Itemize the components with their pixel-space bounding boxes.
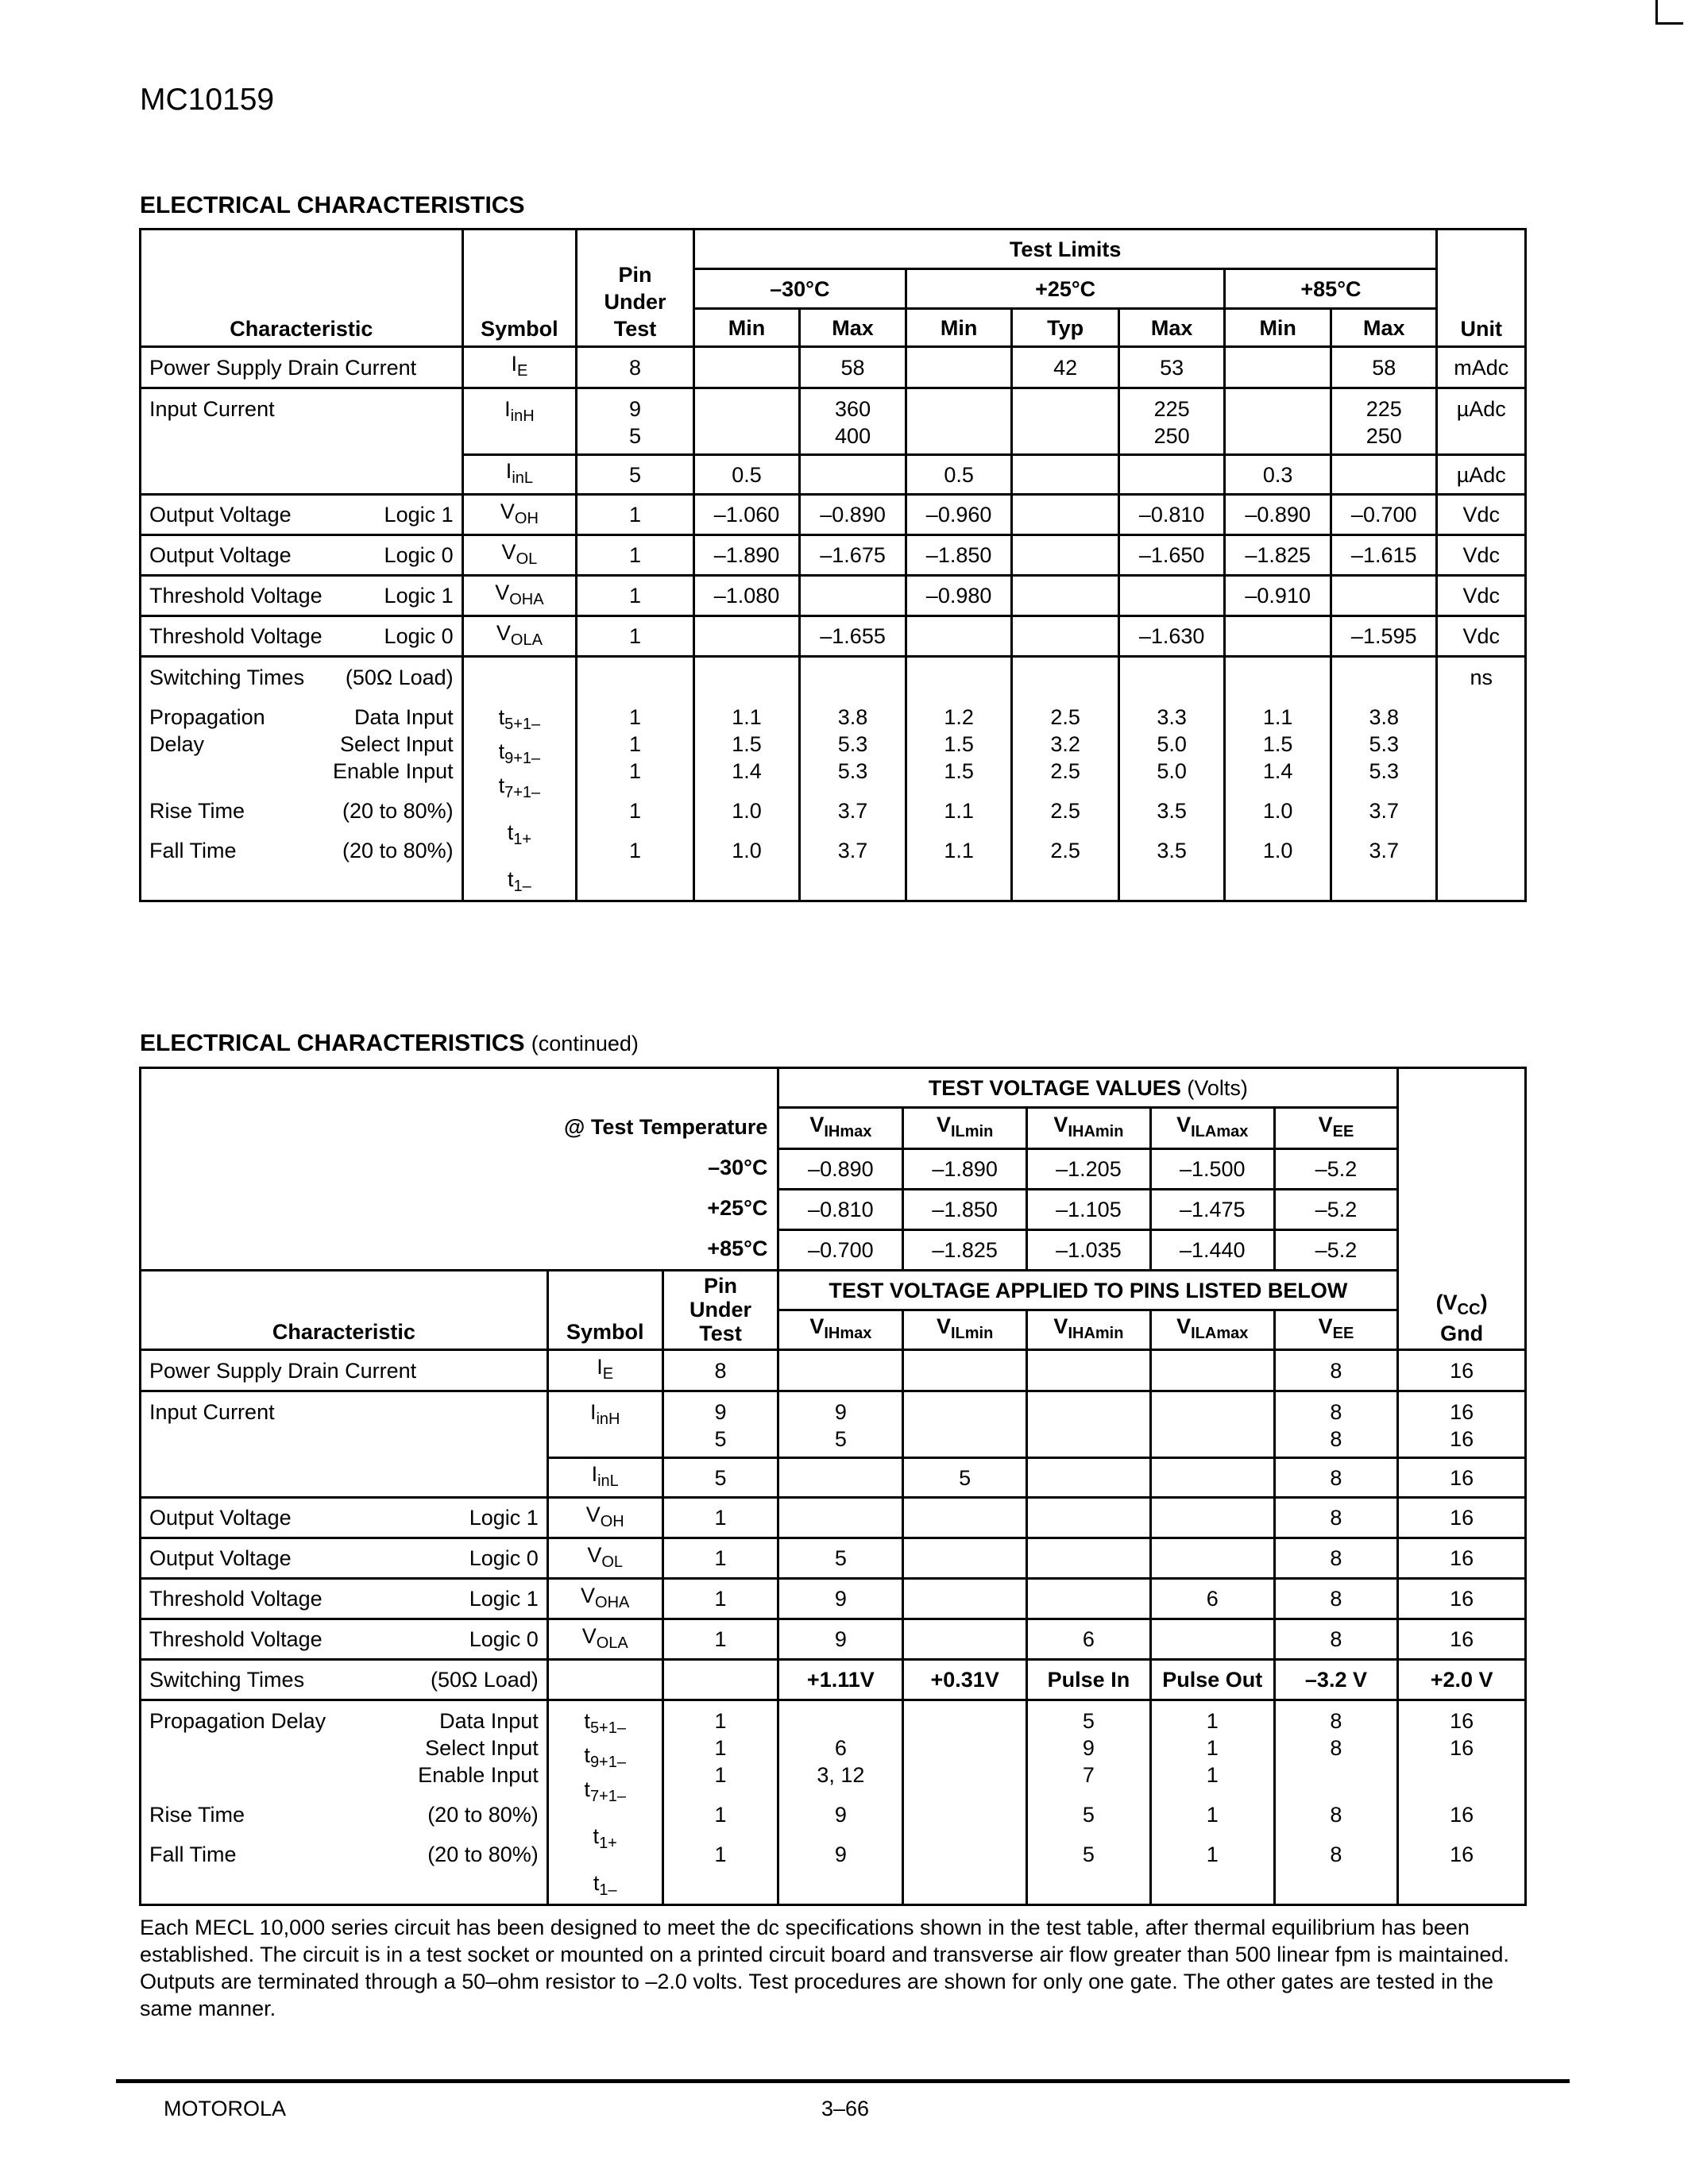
unit-value: Vdc [1437, 535, 1526, 576]
col-symbol: Symbol [462, 230, 577, 347]
unit-value: µAdc [1437, 388, 1526, 455]
char-label: Output Voltage Logic 1 [141, 1498, 548, 1538]
table-row [141, 1391, 1526, 1458]
pin-value: 1 [662, 1498, 778, 1538]
unit-value: Vdc [1437, 576, 1526, 616]
table-row [141, 1538, 1526, 1579]
pin-value: 8 [662, 1350, 778, 1391]
voltage-value: –1.500 [1150, 1149, 1274, 1190]
limit-value: 1.2 1.5 1.5 1.1 1.1 [906, 657, 1012, 901]
test-voltage-values-header: TEST VOLTAGE VALUES (Volts) [778, 1068, 1398, 1108]
limit-value: –0.910 [1225, 576, 1331, 616]
test-conditions-table [139, 1067, 1527, 1906]
col-vee: $V_{EE}$ [1274, 1310, 1398, 1350]
page-number: 3–66 [821, 2097, 870, 2120]
pin-value: 16 [1398, 1498, 1526, 1538]
test-note: Each MECL 10,000 series circuit has been designed to meet the dc specifications shown in the test table, after thermal equilibrium has been established. The circuit is in a test socket or mounted on a printed circuit board and transverse air flow greater than 500 linear fpm is maintained. Outputs are terminated through a 50–ohm resistor to –2.0 volts. Test procedures are shown for only one gate. The other gates are tested in the same manner. [140, 1916, 1509, 2020]
voltage-value: –5.2 [1274, 1149, 1398, 1190]
voltage-value: –1.105 [1027, 1190, 1151, 1230]
pin-value: 1 1 1 1 1 [577, 657, 694, 901]
col-characteristic: Characteristic [141, 230, 463, 347]
pin-value: 16 [1398, 1538, 1526, 1579]
pin-value: 1 [577, 495, 694, 535]
char-label: Threshold Voltage Logic 0 [141, 616, 463, 657]
limit-value: 1.1 1.5 1.4 1.0 1.0 [693, 657, 800, 901]
table1-title: ELECTRICAL CHARACTERISTICS [140, 192, 525, 218]
col-typ: Typ [1012, 309, 1119, 347]
pin-value: 5 [577, 455, 694, 495]
col-vilmin: $V_{ILmin}$ [903, 1108, 1027, 1149]
col-max: Max [1118, 309, 1225, 347]
pin-value: 8 [1274, 1619, 1398, 1660]
pin-value: 9 5 [662, 1391, 778, 1458]
limit-value: 225 250 [1118, 388, 1225, 455]
char-label: Power Supply Drain Current [141, 347, 463, 388]
pin-value: 9 5 [778, 1391, 903, 1458]
limit-value: 3.3 5.0 5.0 3.5 3.5 [1118, 657, 1225, 901]
table-row [141, 347, 1526, 388]
voltage-value: –5.2 [1274, 1190, 1398, 1230]
col-vihamin: $V_{IHAmin}$ [1027, 1310, 1151, 1350]
at-test-temperature-label: @ Test Temperature [564, 1114, 768, 1139]
pin-value: 8 [1274, 1458, 1398, 1498]
symbol: $I_E$ [462, 347, 577, 388]
limit-value: –1.615 [1331, 535, 1437, 576]
unit-value: Vdc [1437, 495, 1526, 535]
char-label: Threshold Voltage Logic 1 [141, 1579, 548, 1619]
pin-value: 8 [1274, 1538, 1398, 1579]
pin-value: 8 [1274, 1579, 1398, 1619]
limit-value: –1.825 [1225, 535, 1331, 576]
pin-value: 16 [1398, 1350, 1526, 1391]
pin-value: 5 [778, 1538, 903, 1579]
unit-value: µAdc [1437, 455, 1526, 495]
pin-value: 6 [1150, 1579, 1274, 1619]
char-label: Output Voltage Logic 0 [141, 1538, 548, 1579]
limit-value: –1.650 [1118, 535, 1225, 576]
limit-value: –1.060 [693, 495, 800, 535]
limit-value: 0.5 [693, 455, 800, 495]
table-row [141, 1700, 1526, 1905]
voltage-value: –1.035 [1027, 1230, 1151, 1271]
limit-value: –1.630 [1118, 616, 1225, 657]
temp-minus30: –30°C [693, 269, 906, 309]
part-number: MC10159 [140, 83, 275, 117]
switching-condition: +1.11V [778, 1660, 903, 1700]
symbol: $I_E$ [547, 1350, 662, 1391]
limit-value: 1.1 1.5 1.4 1.0 1.0 [1225, 657, 1331, 901]
pin-value: 5 9 7 5 5 [1027, 1700, 1151, 1905]
symbol: $V_{OL}$ [462, 535, 577, 576]
col-characteristic: Characteristic [141, 1271, 548, 1350]
limit-value: 53 [1118, 347, 1225, 388]
limit-value: –1.595 [1331, 616, 1437, 657]
symbol: $t_{5+1-}$ $t_{9+1-}$ $t_{7+1-}$ $t_{1+}$ $t_{1-}$ [462, 657, 577, 901]
limit-value: –0.960 [906, 495, 1012, 535]
table-row [141, 388, 1526, 455]
symbol: $V_{OLA}$ [547, 1619, 662, 1660]
symbol: $I_{inL}$ [462, 455, 577, 495]
pin-value: 1 [662, 1538, 778, 1579]
limit-value: 360 400 [800, 388, 906, 455]
limit-value: –1.850 [906, 535, 1012, 576]
pin-value: 16 [1398, 1579, 1526, 1619]
pin-value: 1 1 1 1 1 [662, 1700, 778, 1905]
char-label: Propagation Delay Data Input Select Input Enable Input Rise Time (20 to 80%) Fall Time (20 to 80%) [141, 1700, 548, 1905]
unit-value: Vdc [1437, 616, 1526, 657]
pin-value: 16 16 [1398, 1391, 1526, 1458]
pin-value: 1 1 1 1 1 [1150, 1700, 1274, 1905]
col-symbol: Symbol [547, 1271, 662, 1350]
symbol: $V_{OLA}$ [462, 616, 577, 657]
voltage-value: –1.850 [903, 1190, 1027, 1230]
table-row [141, 1619, 1526, 1660]
table2-title: ELECTRICAL CHARACTERISTICS (continued) [140, 1030, 639, 1056]
char-label: Output Voltage Logic 1 [141, 495, 463, 535]
symbol: $V_{OHA}$ [547, 1579, 662, 1619]
symbol: $V_{OH}$ [462, 495, 577, 535]
char-label: Switching Times (50Ω Load) [141, 1660, 548, 1700]
table-row [141, 1350, 1526, 1391]
switching-condition: Pulse Out [1150, 1660, 1274, 1700]
col-min: Min [1225, 309, 1331, 347]
limit-value: 2.5 3.2 2.5 2.5 2.5 [1012, 657, 1119, 901]
temp-label: –30°C [708, 1155, 768, 1179]
limit-value: –0.890 [1225, 495, 1331, 535]
voltage-value: –1.890 [903, 1149, 1027, 1190]
pin-value: 8 [1274, 1350, 1398, 1391]
switching-condition: +2.0 V [1398, 1660, 1526, 1700]
switching-condition: Pulse In [1027, 1660, 1151, 1700]
pin-value: 5 [903, 1458, 1027, 1498]
voltage-value: –1.825 [903, 1230, 1027, 1271]
electrical-characteristics-table [139, 228, 1527, 902]
limit-value: –0.890 [800, 495, 906, 535]
limit-value: 58 [800, 347, 906, 388]
pin-value: 1 [577, 576, 694, 616]
symbol: $V_{OHA}$ [462, 576, 577, 616]
unit-value: mAdc [1437, 347, 1526, 388]
pin-value: 8 8 [1274, 1391, 1398, 1458]
col-unit: Unit [1437, 230, 1526, 347]
col-vilmin: $V_{ILmin}$ [903, 1310, 1027, 1350]
pin-value: 1 [577, 535, 694, 576]
table-row [141, 1660, 1526, 1700]
voltage-value: –0.700 [778, 1230, 903, 1271]
char-label: Input Current [141, 1391, 548, 1498]
corner-crop-mark [1655, 0, 1683, 25]
limit-value: 58 [1331, 347, 1437, 388]
col-vee: $V_{EE}$ [1274, 1108, 1398, 1149]
char-label: Threshold Voltage Logic 0 [141, 1619, 548, 1660]
pin-value: 16 [1398, 1619, 1526, 1660]
pin-value: 9 5 [577, 388, 694, 455]
col-min: Min [906, 309, 1012, 347]
char-label: Output Voltage Logic 0 [141, 535, 463, 576]
limit-value: 42 [1012, 347, 1119, 388]
limit-value: 0.3 [1225, 455, 1331, 495]
limit-value: –1.675 [800, 535, 906, 576]
voltage-value: –1.475 [1150, 1190, 1274, 1230]
pin-value: 16 16 16 16 [1398, 1700, 1526, 1905]
temperature-label-cell [141, 1068, 778, 1271]
limit-value: 0.5 [906, 455, 1012, 495]
table-row [141, 576, 1526, 616]
voltage-value: –0.810 [778, 1190, 903, 1230]
pin-value: 16 [1398, 1458, 1526, 1498]
col-vilamax: $V_{ILAmax}$ [1150, 1108, 1274, 1149]
symbol: $I_{inH}$ [547, 1391, 662, 1458]
col-max: Max [1331, 309, 1437, 347]
limit-value: –1.890 [693, 535, 800, 576]
table-row [141, 657, 1526, 901]
limit-value: 225 250 [1331, 388, 1437, 455]
col-pin-under-test: Pin Under Test [577, 230, 694, 347]
pin-value: 1 [662, 1619, 778, 1660]
pin-value: 6 [1027, 1619, 1151, 1660]
footer-brand: MOTOROLA [164, 2097, 287, 2120]
switching-condition: –3.2 V [1274, 1660, 1398, 1700]
char-label: Input Current [141, 388, 463, 495]
voltage-value: –1.440 [1150, 1230, 1274, 1271]
pin-value: 1 [662, 1579, 778, 1619]
footer-rule [116, 2079, 1570, 2083]
pin-value: 5 [662, 1458, 778, 1498]
col-vilamax: $V_{ILAmax}$ [1150, 1310, 1274, 1350]
table-row [141, 616, 1526, 657]
pin-value: 6 3, 12 9 9 [778, 1700, 903, 1905]
col-min: Min [693, 309, 800, 347]
temp-label: +85°C [707, 1236, 768, 1260]
limit-value: –0.700 [1331, 495, 1437, 535]
char-label: Threshold Voltage Logic 1 [141, 576, 463, 616]
switching-condition: +0.31V [903, 1660, 1027, 1700]
limit-value: –1.080 [693, 576, 800, 616]
table-row [141, 1579, 1526, 1619]
temp-plus85: +85°C [1225, 269, 1437, 309]
symbol: $I_{inL}$ [547, 1458, 662, 1498]
applied-pins-header: TEST VOLTAGE APPLIED TO PINS LISTED BELOW [778, 1271, 1398, 1310]
col-test-limits: Test Limits [693, 230, 1437, 269]
voltage-value: –5.2 [1274, 1230, 1398, 1271]
col-vihmax: $V_{IHmax}$ [778, 1108, 903, 1149]
limit-value: –0.980 [906, 576, 1012, 616]
col-max: Max [800, 309, 906, 347]
voltage-value: –1.205 [1027, 1149, 1151, 1190]
temp-plus25: +25°C [906, 269, 1225, 309]
symbol: $V_{OH}$ [547, 1498, 662, 1538]
col-vcc-gnd: $(V_{CC})$ Gnd [1398, 1271, 1526, 1350]
limit-value: –1.655 [800, 616, 906, 657]
temp-label: +25°C [707, 1195, 768, 1220]
table-row [141, 535, 1526, 576]
voltage-value: –0.890 [778, 1149, 903, 1190]
char-label: Switching Times (50Ω Load) Propagation Data Input Delay Select Input Enable Input Rise Time (20 to 80%) Fall Time (20 to 80%) [141, 657, 463, 901]
pin-value: 9 [778, 1579, 903, 1619]
pin-value: 8 [577, 347, 694, 388]
limit-value: 3.8 5.3 5.3 3.7 3.7 [1331, 657, 1437, 901]
pin-value: 8 [1274, 1498, 1398, 1538]
symbol: $I_{inH}$ [462, 388, 577, 455]
limit-value: 3.8 5.3 5.3 3.7 3.7 [800, 657, 906, 901]
table-row [141, 1498, 1526, 1538]
unit-value: ns [1437, 657, 1526, 901]
col-vihmax: $V_{IHmax}$ [778, 1310, 903, 1350]
pin-value: 1 [577, 616, 694, 657]
symbol: $V_{OL}$ [547, 1538, 662, 1579]
col-pin-under-test: Pin Under Test [662, 1271, 778, 1350]
char-label: Power Supply Drain Current [141, 1350, 548, 1391]
symbol: $t_{5+1-}$ $t_{9+1-}$ $t_{7+1-}$ $t_{1+}$ $t_{1-}$ [547, 1700, 662, 1905]
col-vihamin: $V_{IHAmin}$ [1027, 1108, 1151, 1149]
limit-value: –0.810 [1118, 495, 1225, 535]
table-row [141, 495, 1526, 535]
pin-value: 9 [778, 1619, 903, 1660]
pin-value: 8 8 8 8 [1274, 1700, 1398, 1905]
